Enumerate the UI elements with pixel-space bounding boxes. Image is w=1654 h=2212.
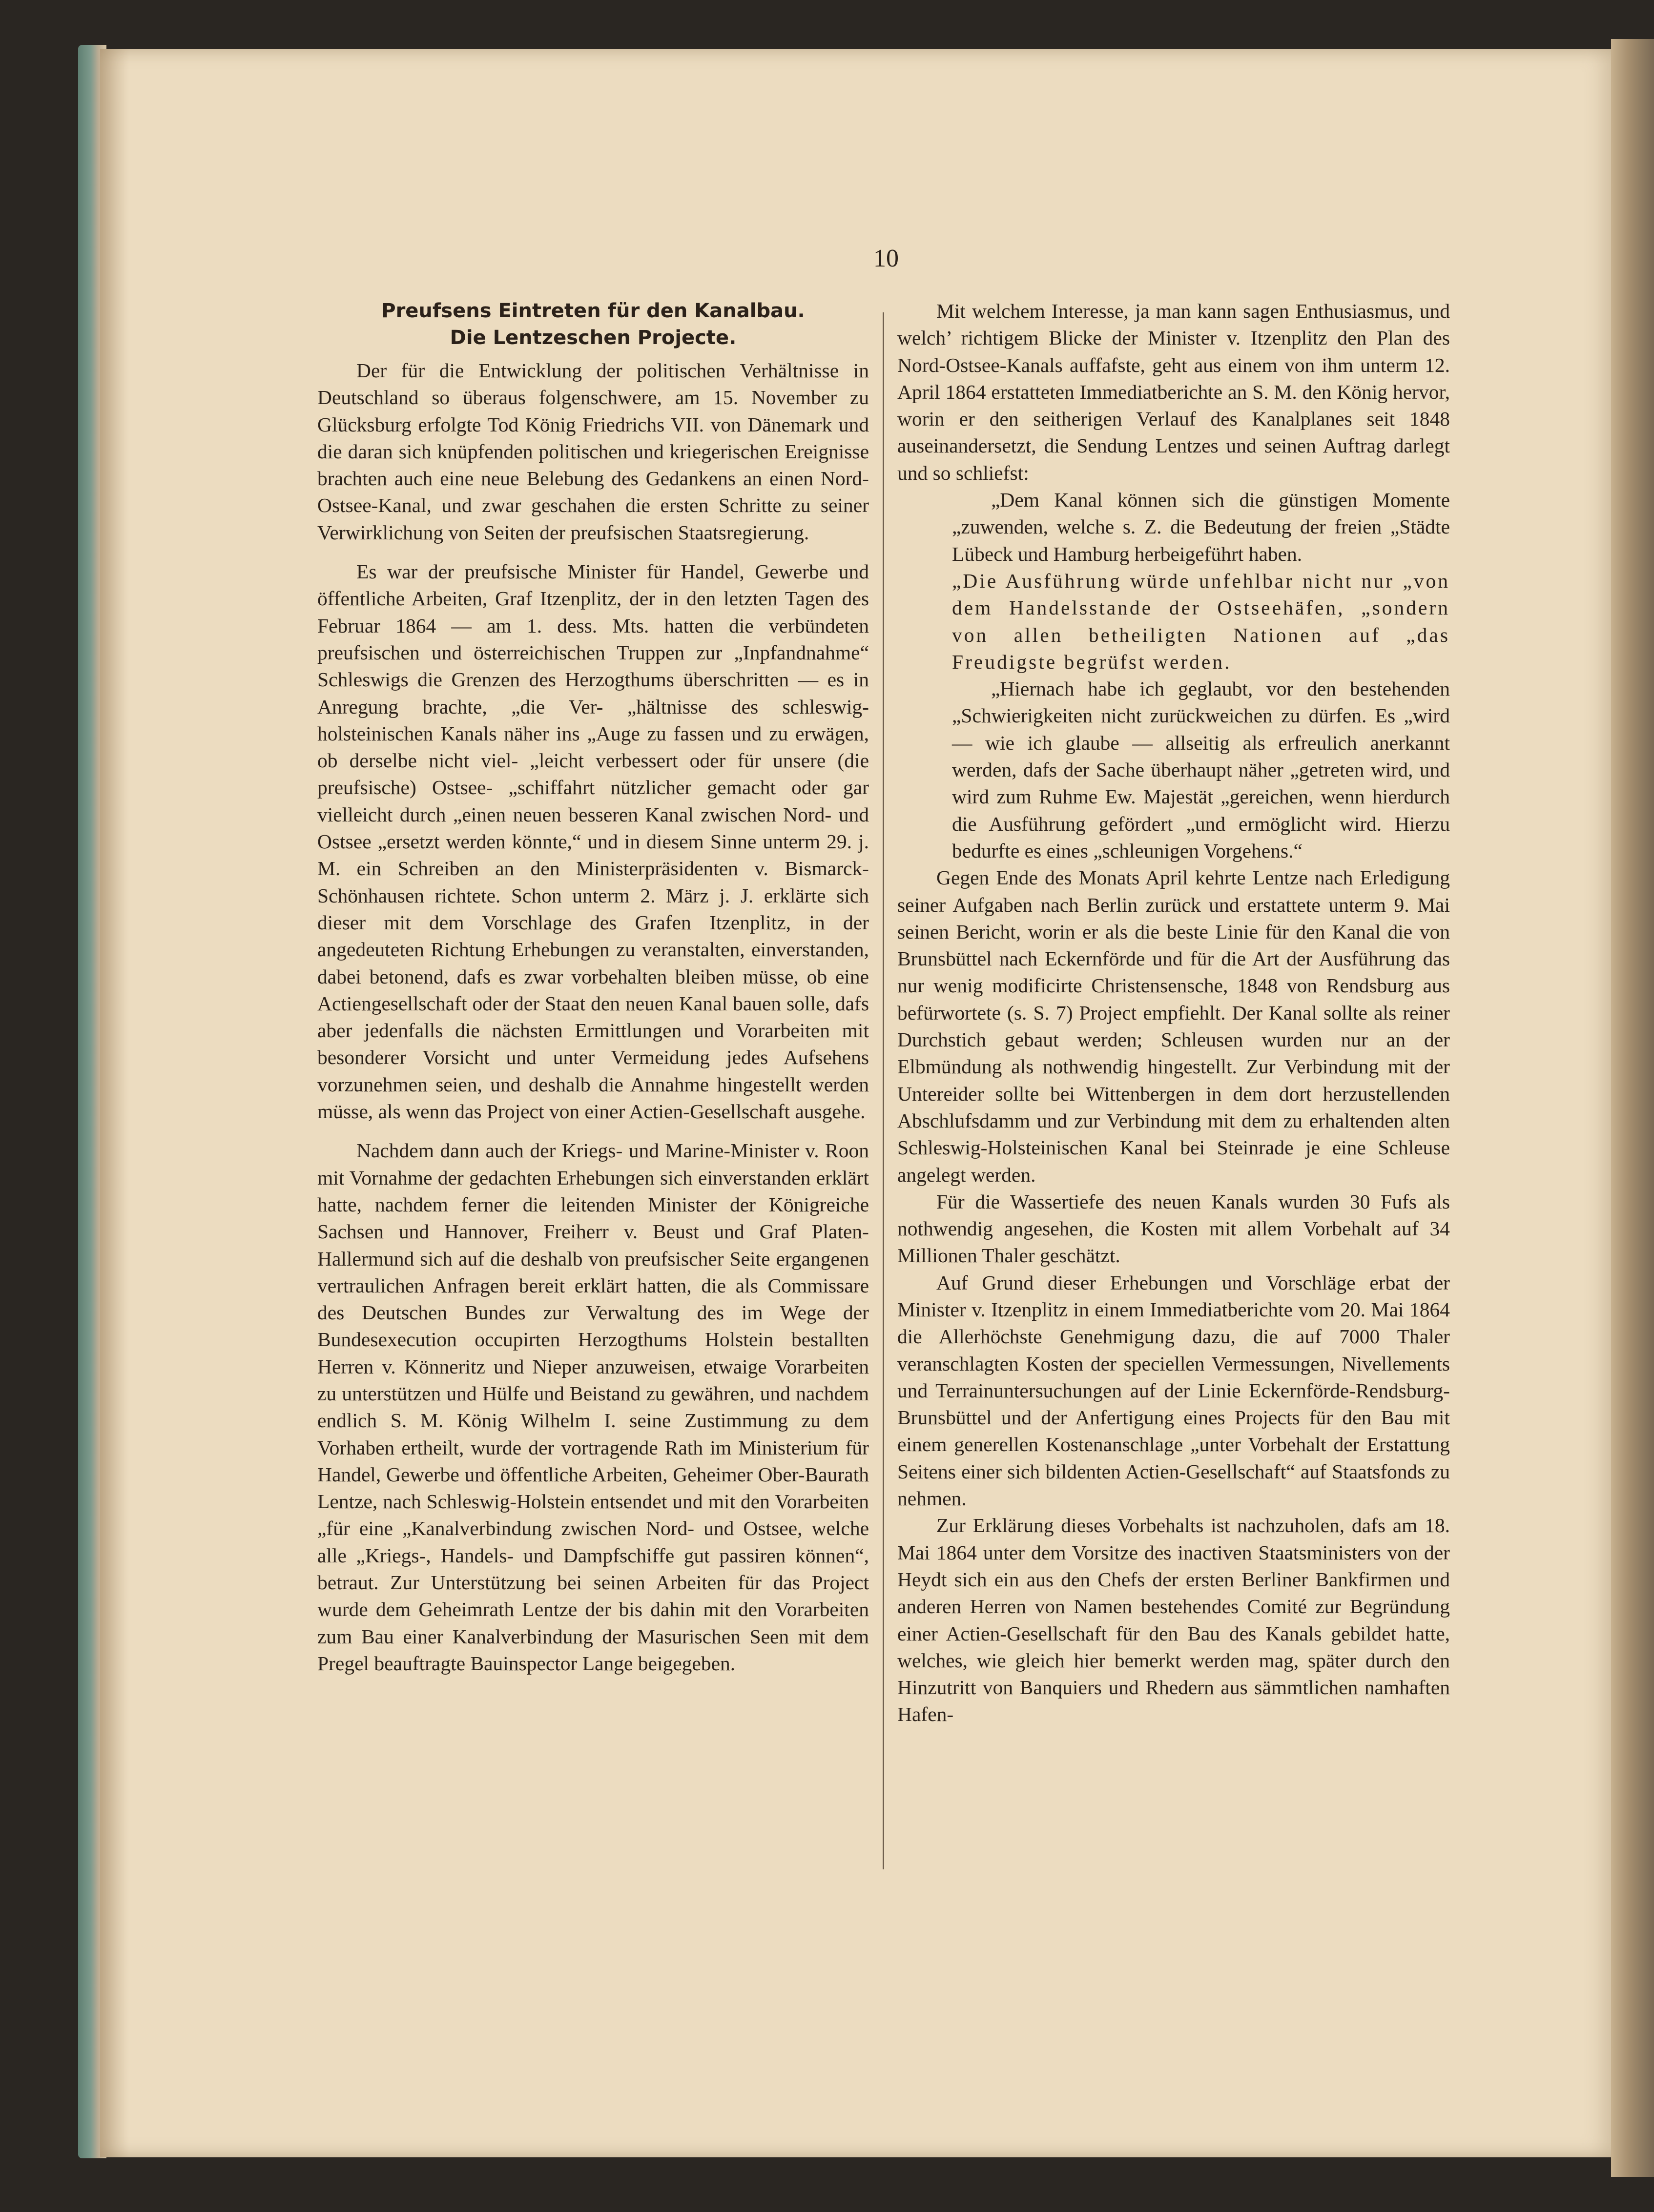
paragraph: Nachdem dann auch der Kriegs- und Marine-Minister v. Roon mit Vornahme der gedachten Erhebungen sich einverstanden erklärt hatte, nachdem ferner die leitenden Minister der Königreiche Sachsen und Hannover, Freiherr v. Beust und Graf Platen-Hallermund sich auf die deshalb von preufsischer Seite ergangenen vertraulichen Anfragen bereit erklärt hatten, die als Commissare des Deutschen Bundes zur Verwaltung des im Wege der Bundesexecution occupirten Herzogthums Holstein bestallten Herren v. Könneritz und Nieper anzuweisen, etwaige Vorarbeiten zu unterstützen und Hülfe und Beistand zu gewähren, und nachdem endlich S. M. König Wilhelm I. seine Zustimmung zu dem Vorhaben ertheilt, wurde der vortragende Rath im Ministerium für Handel, Gewerbe und öffentliche Arbeiten, Geheimer Ober-Baurath Lentze, nach Schleswig-Holstein entsendet und mit den Vorarbeiten „für eine „Kanalverbindung zwischen Nord- und Ostsee, welche alle „Kriegs-, Handels- und Dampfschiffe gut passiren können“, betraut. Zur Unterstützung bei seinen Arbeiten für das Project wurde dem Geheimrath Lentze der bis dahin mit den Vorarbeiten zum Bau einer Kanalverbindung der Masurischen Seen mit dem Pregel beauftragte Bauinspector Lange beigegeben. xyxy=(317,1139,869,1675)
book-edge-right xyxy=(1611,39,1654,2177)
paragraph: Auf Grund dieser Erhebungen und Vorschläge erbat der Minister v. Itzenplitz in einem Immediatberichte vom 20. Mai 1864 die Allerhöchste Genehmigung dazu, die auf 7000 Thaler veranschlagten Kosten der speciellen Vermessungen, Nivellements und Terrainuntersuchungen auf der Linie Eckernförde-Rendsburg-Brunsbüttel und der Anfertigung eines Projects für den Bau mit einem generellen Kostenanschlage „unter Vorbehalt der Erstattung Seitens einer sich bildenten Actien-Gesellschaft“ auf Staatsfonds zu nehmen. xyxy=(897,1271,1450,1510)
gutter-shadow xyxy=(100,49,129,2157)
quotation: „Hiernach habe ich geglaubt, vor den bestehenden „Schwierigkeiten nicht zurückweichen zu dürfen. Es „wird — wie ich glaube — allseitig als erfreulich anerkannt werden, dafs der Sache überhaupt näher „getreten wird, und wird zum Ruhme Ew. Majestät „gereichen, wenn hierdurch die Ausführung gefördert „und ermöglicht wird. Hierzu bedurfte es eines „schleunigen Vorgehens.“ xyxy=(952,677,1450,862)
paragraph: Mit welchem Interesse, ja man kann sagen Enthusiasmus, und welch’ richtigem Blicke der Minister v. Itzenplitz den Plan des Nord-Ostsee-Kanals auffafste, geht aus einem von ihm unterm 12. April 1864 erstatteten Immediatberichte an S. M. den König hervor, worin er den seitherigen Verlauf des Kanalplanes seit 1848 auseinandersetzt, die Sendung Lentzes und seinen Auftrag darlegt und so schliefst: xyxy=(897,300,1450,484)
paragraph: Der für die Entwicklung der politischen Verhältnisse in Deutschland so überaus folgenschwere, am 15. November zu Glücksburg erfolgte Tod König Friedrichs VII. von Dänemark und die daran sich knüpfenden politischen und kriegerischen Ereignisse brachten auch eine neue Belebung des Gedankens an einen Nord-Ostsee-Kanal, und zwar geschahen die ersten Schritte zu seiner Verwirklichung von Seiten der preufsischen Staatsregierung. xyxy=(317,359,869,544)
left-column xyxy=(317,298,869,1677)
quotation: „Dem Kanal können sich die günstigen Momente „zuwenden, welche s. Z. die Bedeutung der freien „Städte Lübeck und Hamburg herbeigeführt haben. xyxy=(952,489,1450,565)
quotation-spaced: „Die Ausführung würde unfehlbar nicht nur „von dem Handelsstande der Ostseehäfen, „sondern von allen betheiligten Nationen auf „das Freudigste begrüfst werden. xyxy=(952,569,1450,673)
right-column xyxy=(897,298,1450,1728)
column-divider xyxy=(883,312,884,1869)
section-heading: Preufsens Eintreten für den Kanalbau. xyxy=(381,300,805,322)
paragraph: Zur Erklärung dieses Vorbehalts ist nachzuholen, dafs am 18. Mai 1864 unter dem Vorsitze des inactiven Staatsministers von der Heydt sich ein aus den Chefs der ersten Berliner Bankfirmen und anderen Herren von Namen bestehendes Comité zur Begründung einer Actien-Gesellschaft für den Bau des Kanals gebildet hatte, welches, wie gleich hier bemerkt werden mag, später durch den Hinzutritt von Banquiers und Rhedern aus sämmtlichen namhaften Hafen- xyxy=(897,1514,1450,1726)
paragraph: Es war der preufsische Minister für Handel, Gewerbe und öffentliche Arbeiten, Graf Itzenplitz, der in den letzten Tagen des Februar 1864 — am 1. dess. Mts. hatten die verbündeten preufsischen und österreichischen Truppen zur „Inpfandnahme“ Schleswigs die Grenzen des Herzogthums überschritten — es in Anregung brachte, „die Ver- „hältnisse des schleswig-holsteinischen Kanals näher ins „Auge zu fassen und zu erwägen, ob derselbe nicht viel- „leicht verbessert oder für unsere (die preufsische) Ostsee- „schiffahrt nützlicher gemacht oder gar vielleicht durch „einen neuen besseren Kanal zwischen Nord- und Ostsee „ersetzt werden könnte,“ und in diesem Sinne unterm 29. j. M. ein Schreiben an den Ministerpräsidenten v. Bismarck-Schönhausen richtete. Schon unterm 2. März j. J. erklärte sich dieser mit dem Vorschlage des Grafen Itzenplitz, in der angedeuteten Richtung Erhebungen zu veranstalten, einverstanden, dabei betonend, dafs es zwar vorbehalten bleiben müsse, ob eine Actiengesellschaft oder der Staat den neuen Kanal bauen solle, dafs aber jedenfalls die nächsten Ermittlungen und Vorarbeiten mit besonderer Vorsicht und unter Vermeidung jedes Aufsehens vorzunehmen seien, und deshalb die Annahme hingestellt werden müsse, als wenn das Project von einer Actien-Gesellschaft ausgehe. xyxy=(317,560,869,1123)
section-subheading: Die Lentzeschen Projecte. xyxy=(450,327,737,349)
paragraph: Für die Wassertiefe des neuen Kanals wurden 30 Fufs als nothwendig angesehen, die Kosten mit allem Vorbehalt auf 34 Millionen Thaler geschätzt. xyxy=(897,1190,1450,1267)
page-number: 10 xyxy=(873,245,899,272)
paragraph: Gegen Ende des Monats April kehrte Lentze nach Erledigung seiner Aufgaben nach Berlin zurück und erstattete unterm 9. Mai seinen Bericht, worin er als die beste Linie für den Kanal die von Brunsbüttel nach Eckernförde und für die Art der Ausführung das nur wenig modificirte Christensensche, 1848 von Rendsburg aus befürwortete (s. S. 7) Project empfiehlt. Der Kanal sollte als reiner Durchstich gebaut werden; Schleusen wurden nur an der Elbmündung als nothwendig hingestellt. Zur Verbindung mit der Untereider sollte bei Wittenbergen in dem dort herzustellenden Abschlufsdamm und zur Verbindung mit dem zu erhaltenden alten Schleswig-Holsteinischen Kanal bei Steinrade je eine Schleuse angelegt werden. xyxy=(897,866,1450,1186)
